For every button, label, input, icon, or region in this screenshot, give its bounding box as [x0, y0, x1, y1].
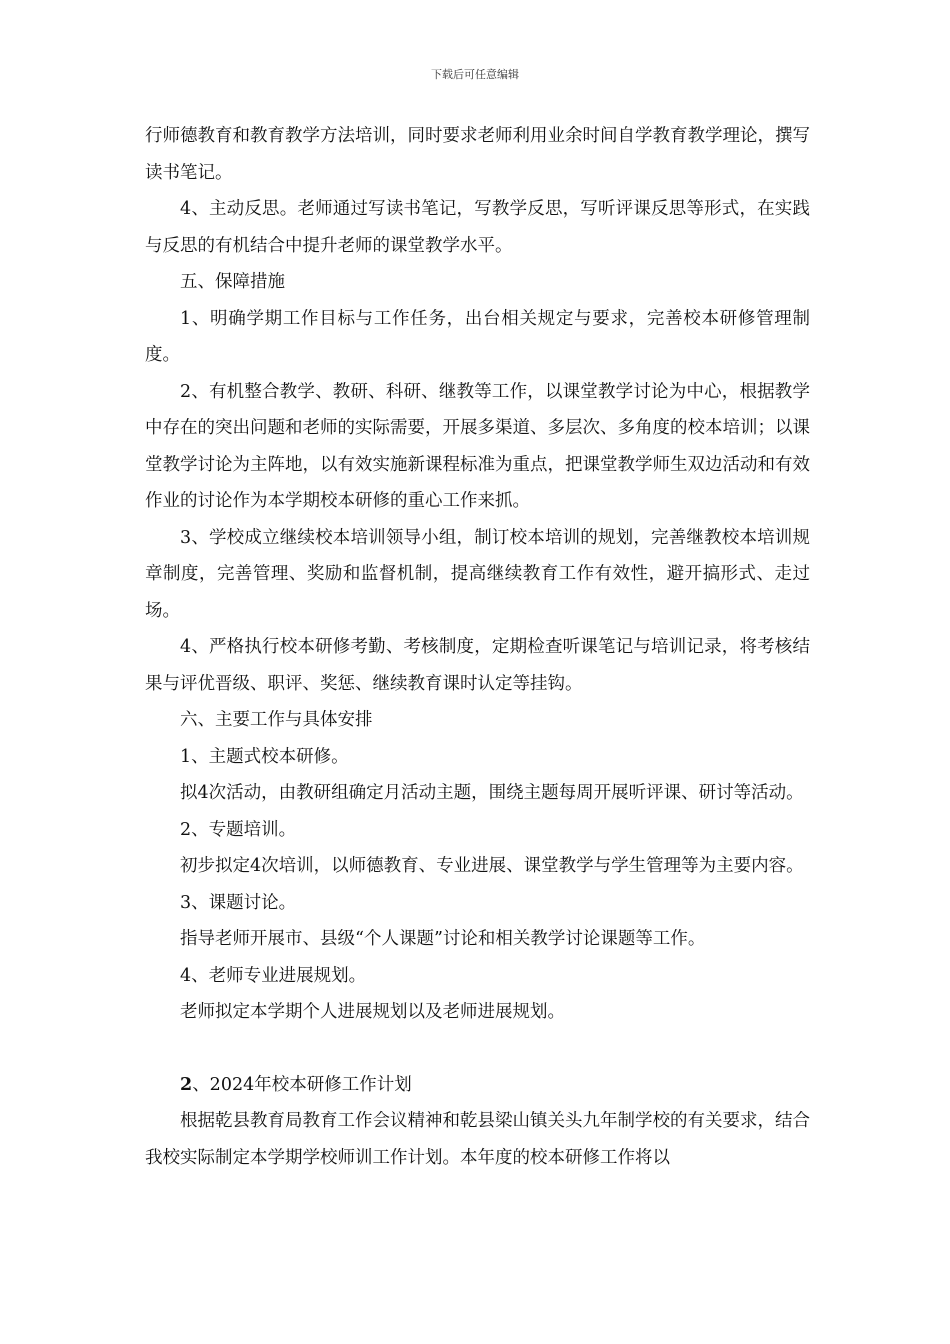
paragraph-12: 初步拟定4次培训，以师德教育、专业进展、课堂教学与学生管理等为主要内容。	[180, 856, 804, 876]
paragraph-16: 老师拟定本学期个人进展规划以及老师进展规划。	[180, 1002, 565, 1022]
paragraph-9: 1、主题式校本研修。	[180, 746, 349, 767]
paragraph-2: 4、主动反思。老师通过写读书笔记，写教学反思，写听评课反思等形式，在实践与反思的有机结合中提升老师的课堂教学水平。	[145, 199, 810, 256]
page-header: 下载后可任意编辑	[431, 68, 519, 81]
paragraph-6: 3、学校成立继续校本培训领导小组，制订校本培训的规划，完善继教校本培训规章制度，完善管理、奖励和监督机制，提高继续教育工作有效性，避开搞形式、走过场。	[145, 527, 810, 621]
section-2-number: 2	[180, 1074, 193, 1095]
section-heading-5: 五、保障措施	[180, 272, 285, 292]
section-2-title	[145, 1067, 810, 1104]
paragraph-4: 1、明确学期工作目标与工作任务，出台相关规定与要求，完善校本研修管理制度。	[145, 308, 810, 365]
paragraph-14: 指导老师开展市、县级“个人课题”讨论和相关教学讨论课题等工作。	[180, 929, 706, 949]
section-2-paragraph-1: 根据乾县教育局教育工作会议精神和乾县梁山镇关头九年制学校的有关要求，结合我校实际制定本学期学校师训工作计划。本年度的校本研修工作将以	[145, 1111, 810, 1168]
document-body	[145, 118, 810, 1176]
paragraph-7: 4、严格执行校本研修考勤、考核制度，定期检查听课笔记与培训记录，将考核结果与评优晋级、职评、奖惩、继续教育课时认定等挂钩。	[145, 637, 810, 694]
section-heading-6: 六、主要工作与具体安排	[180, 710, 373, 730]
paragraph-1: 行师德教育和教育教学方法培训，同时要求老师利用业余时间自学教育教学理论，撰写读书笔记。	[145, 126, 810, 183]
paragraph-13: 3、课题讨论。	[180, 892, 297, 913]
paragraph-5: 2、有机整合教学、教研、科研、继教等工作，以课堂教学讨论为中心，根据教学中存在的突出问题和老师的实际需要，开展多渠道、多层次、多角度的校本培训；以课堂教学讨论为主阵地，以有效实施新课程标准为重点，把课堂教学师生双边活动和有效作业的讨论作为本学期校本研修的重心工作来抓。	[145, 381, 810, 511]
paragraph-10: 拟4次活动，由教研组确定月活动主题，围绕主题每周开展听评课、研讨等活动。	[180, 783, 804, 803]
section-spacer	[145, 1031, 810, 1067]
paragraph-15: 4、老师专业进展规划。	[180, 965, 367, 986]
section-2-title-text: 、2024年校本研修工作计划	[192, 1074, 412, 1095]
paragraph-11: 2、专题培训。	[180, 819, 297, 840]
